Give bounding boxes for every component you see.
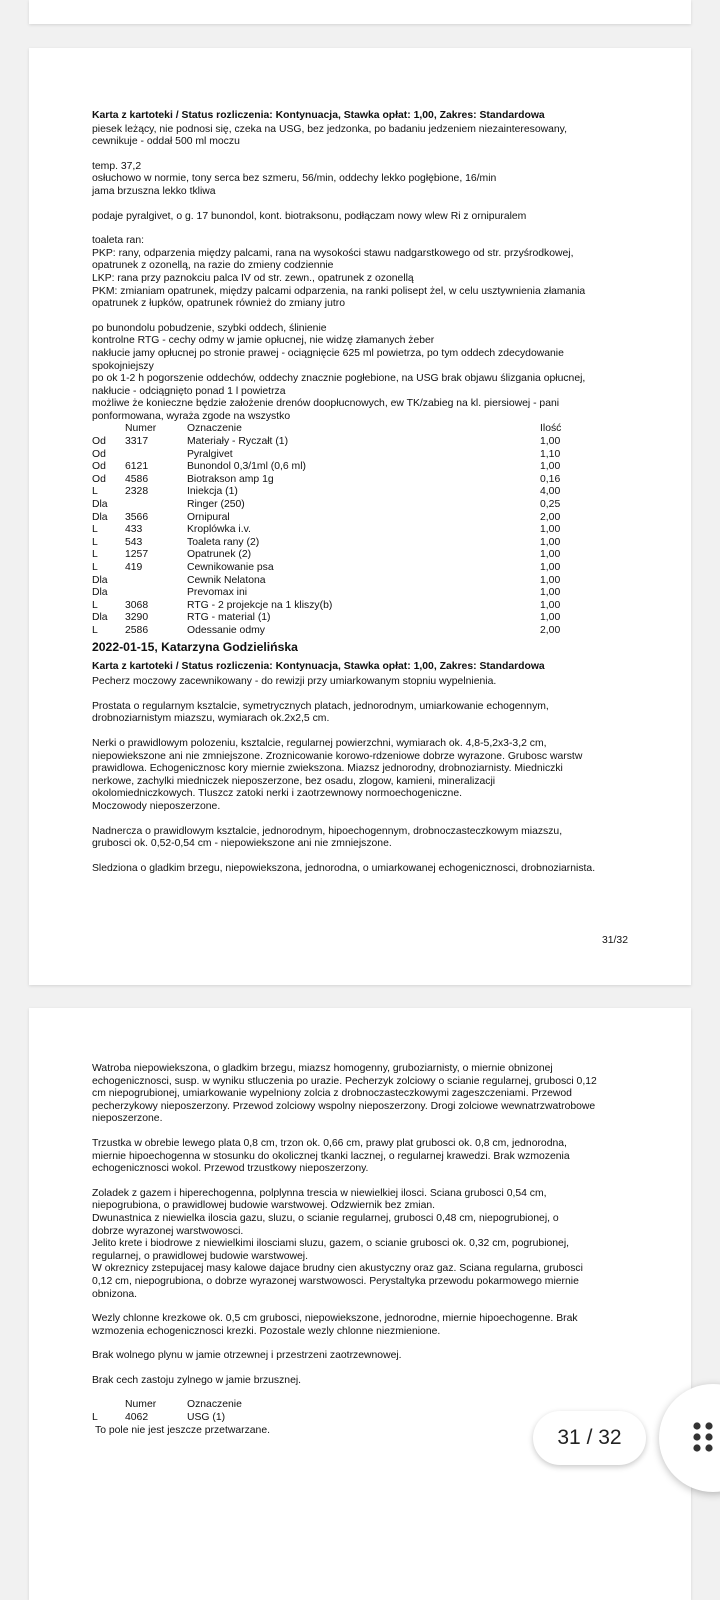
billing-table-next xyxy=(92,1399,540,1424)
note-paragraph xyxy=(92,323,628,424)
table-cell: 1,00 xyxy=(540,461,561,473)
note-paragraph xyxy=(92,863,628,876)
note-line: niepowiekszone ani nie zmniejszone. Zroznicowanie korowo-rdzeniowe dobrze wyrazone. Grubosc warstw xyxy=(92,750,583,762)
table-cell: Toaleta rany (2) xyxy=(187,536,260,548)
note-line: Dwunastnica z niewielka iloscia gazu, sluzu, o scianie regularnej, grubosci 0,48 cm, niepogrubionej, o xyxy=(92,1212,559,1224)
note-line: podaje pyralgivet, o g. 17 bunondol, kont. biotraksonu, podłączam nowy wlew Ri z ornipuralem xyxy=(92,210,527,222)
table-cell: Pyralgivet xyxy=(187,448,233,460)
table-cell: Materiały - Ryczałt (1) xyxy=(187,436,289,448)
table-cell: 3566 xyxy=(125,511,149,523)
table-cell: 2,00 xyxy=(540,624,561,636)
note-line: nakłucie - odciągnięto ponad 1 l powietrza xyxy=(92,385,286,397)
table-row xyxy=(92,575,620,588)
table-cell: Bunondol 0,3/1ml (0,6 ml) xyxy=(187,461,306,473)
note-line: nakłucie jamy opłucnej po stronie prawej - ociągnięcie 625 ml powietrza, po tym oddech zdecydowanie xyxy=(92,347,564,359)
table-cell: 433 xyxy=(125,524,143,536)
table-cell: Iniekcja (1) xyxy=(187,486,238,498)
table-row xyxy=(92,625,620,638)
page-number: 31/32 xyxy=(601,935,628,946)
table-cell: 2328 xyxy=(125,486,149,498)
table-cell: 4062 xyxy=(125,1412,149,1424)
table-row xyxy=(92,562,620,575)
note-paragraph xyxy=(92,1375,628,1388)
table-cell: 4586 xyxy=(125,473,149,485)
table-cell: L xyxy=(92,562,98,573)
table-cell: Cewnik Nelatona xyxy=(187,574,266,586)
note-line: Zoladek z gazem i hiperechogenna, polplynna trescia w niewielkiej ilosci. Sciana grubosci 0,54 cm, xyxy=(92,1187,547,1199)
note-paragraph xyxy=(92,235,628,311)
table-cell: 2,00 xyxy=(540,511,561,523)
note-line: możliwe że konieczne będzie założenie drenów doopłucnowych, ew TK/zabieg na kl. piersiowej - pani xyxy=(92,398,560,410)
table-cell: Biotrakson amp 1g xyxy=(187,473,274,485)
table-row xyxy=(92,461,620,474)
table-cell: 1,00 xyxy=(540,436,561,448)
page-content xyxy=(92,110,628,887)
table-cell: 543 xyxy=(125,536,143,548)
table-cell: RTG - material (1) xyxy=(187,612,271,624)
table-row xyxy=(92,512,620,525)
note-line: piesek leżący, nie podnosi się, czeka na USG, bez jedzonka, po badaniu jedzeniem niezainteresowany, xyxy=(92,123,567,135)
table-cell: 1,10 xyxy=(540,448,561,460)
note-paragraph xyxy=(92,1063,628,1126)
table-cell: 1257 xyxy=(125,549,149,561)
note-line: W okreznicy zstepujacej masy kalowe dajace brudny cien akustyczny oraz gaz. Sciana regularna, grubosci xyxy=(92,1263,583,1275)
table-cell: 1,00 xyxy=(540,574,561,586)
table-cell xyxy=(125,575,187,588)
table-row xyxy=(92,524,620,537)
table-cell: Od xyxy=(92,436,106,448)
note-line: jama brzuszna lekko tkliwa xyxy=(92,185,216,197)
note-line: Brak cech zastoju zylnego w jamie brzusznej. xyxy=(92,1374,302,1386)
note-line: Brak wolnego plynu w jamie otrzewnej i przestrzeni zaotrzewnowej. xyxy=(92,1350,402,1362)
table-cell: L xyxy=(92,524,98,536)
table-cell: 1,00 xyxy=(540,612,561,624)
table-cell: 1,00 xyxy=(540,599,561,611)
note-line: prawidlowa. Echogenicznosc kory miernie zwiekszona. Miazsz jednorodny, drobnoziarnisty. Miedniczki xyxy=(92,763,563,775)
processing-note: To pole nie jest jeszcze przetwarzane. xyxy=(95,1424,270,1436)
table-cell: L xyxy=(92,624,98,636)
table-cell: 1,00 xyxy=(540,587,561,599)
note-line: cewnikuje - oddał 500 ml moczu xyxy=(92,136,240,148)
note-line: LKP: rana przy paznokciu palca IV od str. zewn., opatrunek z ozonellą xyxy=(92,272,414,284)
note-line: drobnoziarnistym miazszu, wymiarach ok.2x2,5 cm. xyxy=(92,713,330,725)
note-line: pecherzykowy nieposzerzony. Przewod zolciowy wspolny nieposzerzony. Drogi zolciowe wewnatrzwatrobowe xyxy=(92,1100,596,1112)
date-author: 2022-01-15, Katarzyna Godzielińska xyxy=(92,639,298,654)
note-paragraph xyxy=(92,826,628,851)
note-line: ponformowana, wyraża zgode na wszystko xyxy=(92,410,291,422)
table-cell: 0,16 xyxy=(540,473,561,485)
table-cell xyxy=(125,587,187,600)
ultrasound-notes xyxy=(92,676,628,875)
note-line: opatrunek z łupków, opatrunek również do zmiany jutro xyxy=(92,298,345,310)
table-cell: Ornipural xyxy=(187,511,230,523)
table-header-cell: Numer xyxy=(125,1399,157,1411)
note-line: toaleta ran: xyxy=(92,235,144,247)
table-cell: RTG - 2 projekcje na 1 kliszy(b) xyxy=(187,599,333,611)
table-cell: Cewnikowanie psa xyxy=(187,562,274,573)
table-cell xyxy=(125,449,187,462)
table-row xyxy=(92,474,620,487)
note-line: niepogrubiona, o prawidlowej budowie warstwowej. Odzwiernik bez zmian. xyxy=(92,1200,436,1212)
note-line: 0,12 cm, niepogrubiona, o dobrze wyrazonej warstwowosci. Perystaltyka przewodu pokarmowego miernie xyxy=(92,1275,579,1287)
note-line: PKP: rany, odparzenia między palcami, rana na wysokości stawu nadgarstkowego od str. przyśrodkowej, xyxy=(92,247,574,259)
note-line: Moczowody nieposzerzone. xyxy=(92,800,221,812)
note-line: Sledziona o gladkim brzegu, niepowiekszona, jednorodna, o umiarkowanej echogenicznosci, drobnoziarnista. xyxy=(92,862,596,874)
table-cell: Dla xyxy=(92,511,108,523)
note-line: spokojniejszy xyxy=(92,360,154,372)
table-cell: Prevomax ini xyxy=(187,587,248,599)
table-cell: Dla xyxy=(92,612,108,624)
note-paragraph xyxy=(92,676,628,689)
table-cell: 4,00 xyxy=(540,486,561,498)
note-line: cm niepogrubionej, umiarkowanie wypelniony zolcia z drobnoczasteczkowymi zageszczeniami. Przewod xyxy=(92,1088,572,1100)
note-line: regularnej, o prawidlowej budowie warstwowej. xyxy=(92,1250,309,1262)
note-line: Jelito krete i biodrowe z niewielkimi ilosciami sluzu, gazem, o scianie grubosci ok. 0,32 cm, pogrubionej, xyxy=(92,1238,570,1250)
note-line: okolomiedniczkowych. Tluszcz zatoki nerki i zaotrzewnowy normoechogeniczne. xyxy=(92,788,462,800)
note-line: Wezly chlonne krezkowe ok. 0,5 cm grubosci, niepowiekszone, jednorodne, miernie hipoechogenne. Brak xyxy=(92,1313,578,1325)
table-cell: L xyxy=(92,1412,98,1424)
note-line: grubosci ok. 0,52-0,54 cm - niepowiekszone ani nie zmniejszone. xyxy=(92,838,392,850)
note-line: dobrze wyrazonej warstwowosci. xyxy=(92,1225,244,1237)
table-header-row xyxy=(92,1399,540,1412)
table-cell: L xyxy=(92,549,98,561)
table-row xyxy=(92,486,620,499)
entry-header: Karta z kartoteki / Status rozliczenia: Kontynuacja, Stawka opłat: 1,00, Zakres: Standardowa xyxy=(92,110,545,121)
document-page-32 xyxy=(29,1008,691,1600)
note-paragraph xyxy=(92,1313,628,1338)
table-row xyxy=(92,1412,540,1425)
table-cell: Opatrunek (2) xyxy=(187,549,252,561)
table-cell: Dla xyxy=(92,499,108,511)
table-row xyxy=(92,449,620,462)
note-line: Nadnercza o prawidlowym ksztalcie, jednorodnym, hipoechogennym, drobnoczasteczkowym miazszu, xyxy=(92,825,563,837)
entry-header-2: Karta z kartoteki / Status rozliczenia: Kontynuacja, Stawka opłat: 1,00, Zakres: Standardowa xyxy=(92,660,545,672)
note-line: echogenicznosci, susp. w wyniku stluczenia po urazie. Pecherzyk zolciowy o scianie regularnej, grubosci 0,12 xyxy=(92,1075,597,1087)
table-cell: Kroplówka i.v. xyxy=(187,524,251,536)
table-cell: Dla xyxy=(92,587,108,599)
note-paragraph xyxy=(92,738,628,814)
note-line: wzmozenia echogenicznosci krezki. Pozostale wezly chlonne niezmienione. xyxy=(92,1325,441,1337)
billing-table xyxy=(92,423,620,637)
note-line: po ok 1-2 h pogorszenie oddechów, oddechy znacznie pogłebione, na USG brak objawu ślizgania opłucnej, xyxy=(92,373,586,385)
table-cell: 2586 xyxy=(125,624,149,636)
previous-page xyxy=(29,0,691,24)
table-row xyxy=(92,537,620,550)
grid-dots-icon xyxy=(693,1422,715,1454)
table-cell: 1,00 xyxy=(540,524,561,536)
table-row xyxy=(92,549,620,562)
note-paragraph xyxy=(92,1138,628,1176)
note-line: nieposzerzone. xyxy=(92,1113,163,1125)
table-cell: 3290 xyxy=(125,612,149,624)
note-line: Pecherz moczowy zacewnikowany - do rewizji przy umiarkowanym stopniu wypelnienia. xyxy=(92,676,497,688)
table-cell: L xyxy=(92,486,98,498)
table-cell: Odessanie odmy xyxy=(187,624,265,636)
note-line: opatrunek z ozonellą, na razie do zmieny codziennie xyxy=(92,260,334,272)
note-line: Prostata o regularnym ksztalcie, symetrycznych platach, jednorodnym, umiarkowanie echogennym, xyxy=(92,700,549,712)
table-header-cell: Ilość xyxy=(540,423,562,435)
table-row xyxy=(92,436,620,449)
page-content-next xyxy=(92,1063,628,1437)
note-line: nerkowe, zachylki miedniczek nieposzerzone, bez osadu, zlogow, kamieni, mineralizacji xyxy=(92,775,496,787)
table-header-cell: Oznaczenie xyxy=(187,1399,242,1411)
table-row xyxy=(92,587,620,600)
table-cell: Od xyxy=(92,448,106,460)
note-line: miernie hipoechogenna w stosunku do okolicznej tkanki lacznej, o regularnej krawedzi. Brak wzmozenia xyxy=(92,1150,570,1162)
note-paragraph xyxy=(92,1350,628,1363)
table-cell: L xyxy=(92,536,98,548)
note-line: po bunondolu pobudzenie, szybki oddech, ślinienie xyxy=(92,322,327,334)
table-header-cell: Oznaczenie xyxy=(187,423,242,435)
table-cell xyxy=(125,499,187,512)
note-line: Watroba niepowiekszona, o gladkim brzegu, miazsz homogenny, gruboziarnisty, o miernie obnizonej xyxy=(92,1063,553,1074)
table-header-row xyxy=(92,423,620,436)
table-cell: Dla xyxy=(92,574,108,586)
note-paragraph xyxy=(92,701,628,726)
table-row xyxy=(92,499,620,512)
table-header-cell: Numer xyxy=(125,423,157,435)
table-header-cell xyxy=(92,423,125,436)
note-paragraph xyxy=(92,161,628,199)
page-indicator[interactable]: 31 / 32 xyxy=(533,1411,646,1465)
note-line: obnizona. xyxy=(92,1288,138,1300)
note-line: echogenicznosci wokol. Przewod trzustkowy nieposzerzony. xyxy=(92,1163,369,1175)
table-cell: Od xyxy=(92,461,106,473)
note-paragraph xyxy=(92,211,628,224)
note-paragraph xyxy=(92,1188,628,1301)
document-page-31 xyxy=(29,48,691,985)
table-cell: 1,00 xyxy=(540,562,561,573)
table-cell: 1,00 xyxy=(540,536,561,548)
table-cell: 3317 xyxy=(125,436,149,448)
table-cell: Ringer (250) xyxy=(187,499,245,511)
note-paragraph xyxy=(92,124,628,149)
entry-notes xyxy=(92,124,628,424)
table-cell: 419 xyxy=(125,562,143,573)
table-cell: Od xyxy=(92,473,106,485)
note-line: kontrolne RTG - cechy odmy w jamie opłucnej, nie widzę złamanych żeber xyxy=(92,335,435,347)
note-line: temp. 37,2 xyxy=(92,160,142,172)
table-row xyxy=(92,600,620,613)
note-line: Trzustka w obrebie lewego plata 0,8 cm, trzon ok. 0,66 cm, prawy plat grubosci ok. 0,8 cm, jednorodna, xyxy=(92,1137,567,1149)
table-row xyxy=(92,612,620,625)
table-cell: 6121 xyxy=(125,461,149,473)
note-line: osłuchowo w normie, tony serca bez szmeru, 56/min, oddechy lekko pogłębione, 16/min xyxy=(92,173,497,185)
table-cell: 3068 xyxy=(125,599,149,611)
table-cell: USG (1) xyxy=(187,1412,226,1424)
table-header-cell xyxy=(92,1399,125,1412)
note-line: Nerki o prawidlowym polozeniu, ksztalcie, regularnej powierzchni, wymiarach ok. 4,8-5,2x3-3,2 cm, xyxy=(92,737,547,749)
table-cell: 1,00 xyxy=(540,549,561,561)
table-cell: L xyxy=(92,599,98,611)
note-line: PKM: zmianiam opatrunek, między palcami odparzenia, na ranki polisept żel, w celu usztywnienia złamania xyxy=(92,285,586,297)
ultrasound-notes-cont xyxy=(92,1063,628,1387)
table-cell: 0,25 xyxy=(540,499,561,511)
